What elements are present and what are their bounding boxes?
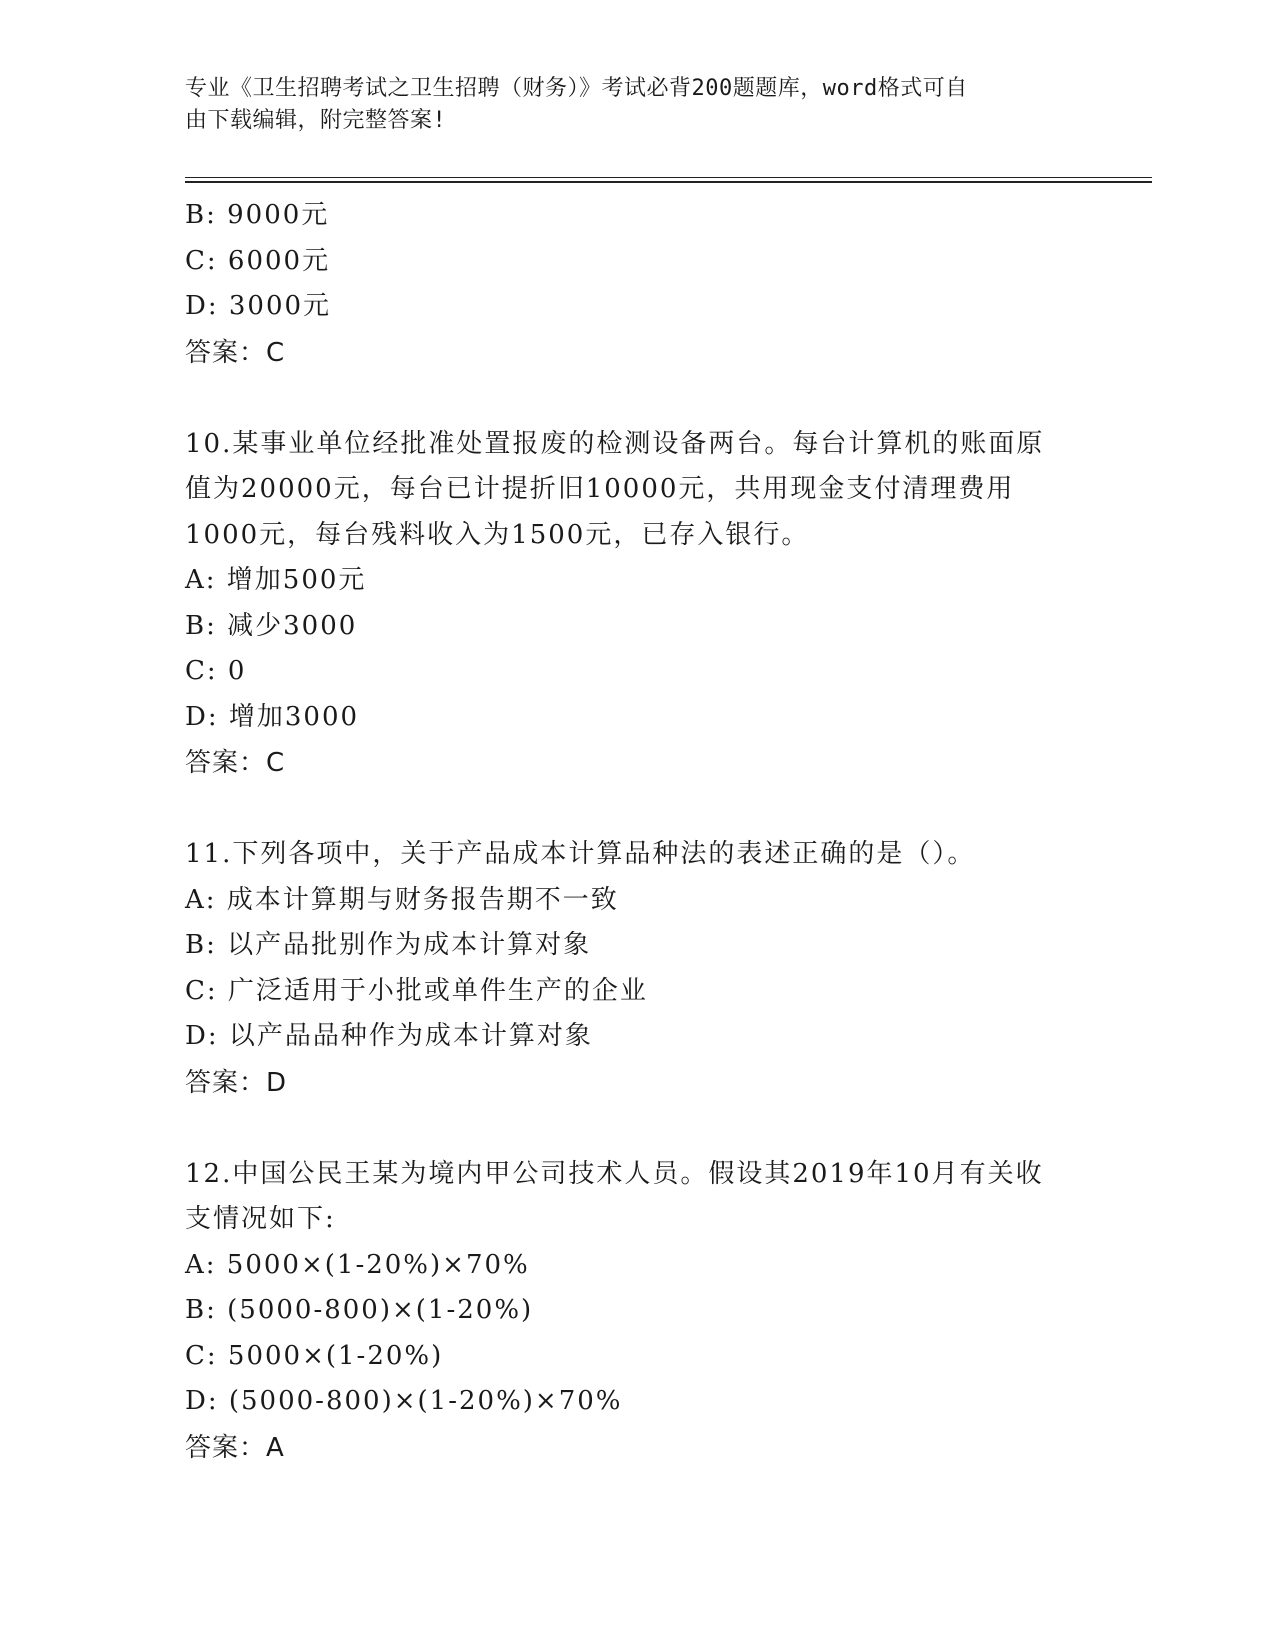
question-stem-line: 1000元，每台残料收入为1500元，已存入银行。 [185, 519, 810, 550]
option-c: C: 0 [185, 656, 247, 686]
option-c: C: 6000元 [185, 245, 331, 276]
answer-line: 答案：D [185, 1067, 288, 1098]
question-stem-line: 11.下列各项中，关于产品成本计算品种法的表述正确的是（）。 [185, 839, 976, 869]
document-header [185, 73, 1065, 137]
option-a: A: 增加500元 [185, 565, 367, 595]
option-d: D: 增加3000 [185, 701, 360, 732]
question-10 [185, 422, 1085, 787]
question-11 [185, 832, 1085, 1106]
option-b: B: (5000-800)×(1-20%) [185, 1295, 534, 1325]
option-a: A: 5000×(1-20%)×70% [185, 1249, 530, 1280]
answer-line: 答案：C [185, 748, 286, 778]
option-b: B: 以产品批别作为成本计算对象 [185, 930, 592, 960]
document-body [185, 193, 1085, 1471]
header-line-2: 由下载编辑，附完整答案! [185, 108, 447, 133]
prev-question [185, 193, 1085, 376]
header-divider-thin [185, 177, 1152, 178]
question-stem-line: 10.某事业单位经批准处置报废的检测设备两台。每台计算机的账面原 [185, 428, 1045, 459]
option-a: A: 成本计算期与财务报告期不一致 [185, 884, 619, 915]
question-stem-line: 支情况如下: [185, 1204, 336, 1234]
option-c: C: 广泛适用于小批或单件生产的企业 [185, 975, 648, 1006]
option-d: D: (5000-800)×(1-20%)×70% [185, 1386, 623, 1416]
question-stem-line: 值为20000元，每台已计提折旧10000元，共用现金支付清理费用 [185, 474, 1015, 504]
answer-line: 答案：A [185, 1432, 285, 1463]
option-d: D: 以产品品种作为成本计算对象 [185, 1021, 593, 1051]
option-b: B: 9000元 [185, 200, 330, 230]
answer-line: 答案：C [185, 337, 286, 368]
option-d: D: 3000元 [185, 291, 332, 321]
header-divider-thick [185, 181, 1152, 183]
question-stem-line: 12.中国公民王某为境内甲公司技术人员。假设其2019年10月有关收 [185, 1158, 1044, 1189]
option-b: B: 减少3000 [185, 610, 358, 641]
question-12 [185, 1152, 1085, 1471]
option-c: C: 5000×(1-20%) [185, 1340, 444, 1371]
header-line-1: 专业《卫生招聘考试之卫生招聘（财务）》考试必背200题题库，word格式可自 [185, 76, 968, 101]
